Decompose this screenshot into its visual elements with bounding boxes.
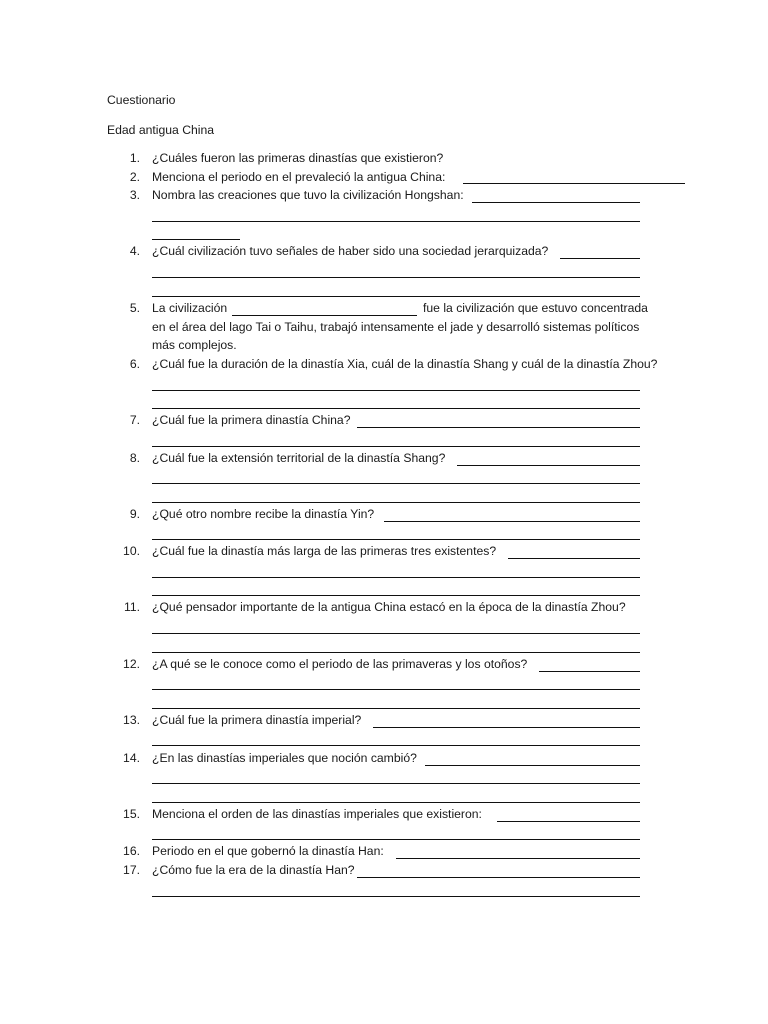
answer-line[interactable] — [152, 745, 640, 746]
answer-line[interactable] — [152, 802, 640, 803]
question-text: ¿Cuál civilización tuvo señales de haber sido una sociedad jerarquizada? — [152, 244, 549, 258]
answer-line[interactable] — [152, 896, 640, 897]
answer-line[interactable] — [152, 296, 640, 297]
answer-line[interactable] — [152, 595, 640, 596]
question-number: 6. — [129, 357, 140, 371]
answer-line[interactable] — [152, 483, 640, 484]
question-text: La civilización — [152, 301, 228, 315]
question-number: 11. — [123, 600, 140, 614]
answer-line[interactable] — [357, 877, 640, 878]
question-text: Periodo en el que gobernó la dinastía Han: — [152, 844, 384, 858]
answer-line[interactable] — [152, 577, 640, 578]
answer-line[interactable] — [425, 765, 640, 766]
question-text: Nombra las creaciones que tuvo la civilización Hongshan: — [152, 188, 464, 202]
question-number: 2. — [129, 170, 140, 184]
question-number: 12. — [123, 657, 140, 671]
question-number: 3. — [129, 188, 140, 202]
question-number: 16. — [123, 844, 140, 858]
question-text: ¿Cuáles fueron las primeras dinastías que existieron? — [152, 151, 444, 165]
answer-line[interactable] — [560, 258, 640, 259]
document-title: Cuestionario — [107, 93, 176, 107]
answer-line[interactable] — [539, 671, 640, 672]
answer-line[interactable] — [152, 633, 640, 634]
question-text: ¿En las dinastías imperiales que noción cambió? — [152, 751, 417, 765]
document-subtitle: Edad antigua China — [107, 123, 215, 137]
answer-line[interactable] — [152, 539, 640, 540]
question-number: 5. — [129, 301, 140, 315]
answer-line[interactable] — [152, 408, 640, 409]
answer-line[interactable] — [152, 783, 640, 784]
question-text: ¿Cuál fue la duración de la dinastía Xia, cuál de la dinastía Shang y cuál de la dinastía Zhou? — [152, 357, 658, 371]
question-text: ¿Cuál fue la dinastía más larga de las primeras tres existentes? — [152, 544, 497, 558]
question-number: 13. — [123, 713, 140, 727]
question-text: Menciona el orden de las dinastías imperiales que existieron: — [152, 807, 482, 821]
answer-line[interactable] — [232, 315, 417, 316]
question-number: 15. — [123, 807, 140, 821]
question-text: más complejos. — [152, 338, 237, 352]
answer-line[interactable] — [152, 839, 640, 840]
answer-line[interactable] — [152, 277, 640, 278]
question-text: ¿Cómo fue la era de la dinastía Han? — [152, 863, 355, 877]
question-number: 7. — [129, 413, 140, 427]
question-number: 10. — [123, 544, 140, 558]
question-text: ¿Qué pensador importante de la antigua China estacó en la época de la dinastía Zhou? — [152, 600, 626, 614]
question-text: en el área del lago Tai o Taihu, trabajó intensamente el jade y desarrolló sistemas políticos — [152, 320, 640, 334]
answer-line[interactable] — [357, 427, 640, 428]
answer-line[interactable] — [152, 689, 640, 690]
answer-line[interactable] — [152, 446, 640, 447]
question-text: ¿Cuál fue la primera dinastía imperial? — [152, 713, 362, 727]
question-text: Menciona el periodo en el prevaleció la antigua China: — [152, 170, 446, 184]
question-number: 1. — [129, 151, 140, 165]
question-text: ¿Qué otro nombre recibe la dinastía Yin? — [152, 507, 375, 521]
answer-line[interactable] — [472, 202, 640, 203]
answer-line[interactable] — [457, 465, 640, 466]
question-number: 9. — [129, 507, 140, 521]
question-number: 4. — [129, 244, 140, 258]
answer-line[interactable] — [463, 183, 685, 184]
answer-line[interactable] — [152, 221, 640, 222]
answer-line[interactable] — [396, 858, 640, 859]
answer-line[interactable] — [508, 558, 640, 559]
question-text: fue la civilización que estuvo concentrada — [423, 301, 648, 315]
question-number: 17. — [123, 863, 140, 877]
answer-line[interactable] — [152, 708, 640, 709]
answer-line[interactable] — [152, 502, 640, 503]
question-number: 14. — [123, 751, 140, 765]
answer-line[interactable] — [497, 821, 640, 822]
answer-line[interactable] — [152, 390, 640, 391]
answer-line[interactable] — [384, 521, 640, 522]
answer-line[interactable] — [152, 652, 640, 653]
question-number: 8. — [129, 451, 140, 465]
question-text: ¿A qué se le conoce como el periodo de las primaveras y los otoños? — [152, 657, 528, 671]
question-text: ¿Cuál fue la primera dinastía China? — [152, 413, 351, 427]
answer-line[interactable] — [373, 727, 640, 728]
answer-line[interactable] — [152, 239, 240, 240]
question-text: ¿Cuál fue la extensión territorial de la dinastía Shang? — [152, 451, 446, 465]
